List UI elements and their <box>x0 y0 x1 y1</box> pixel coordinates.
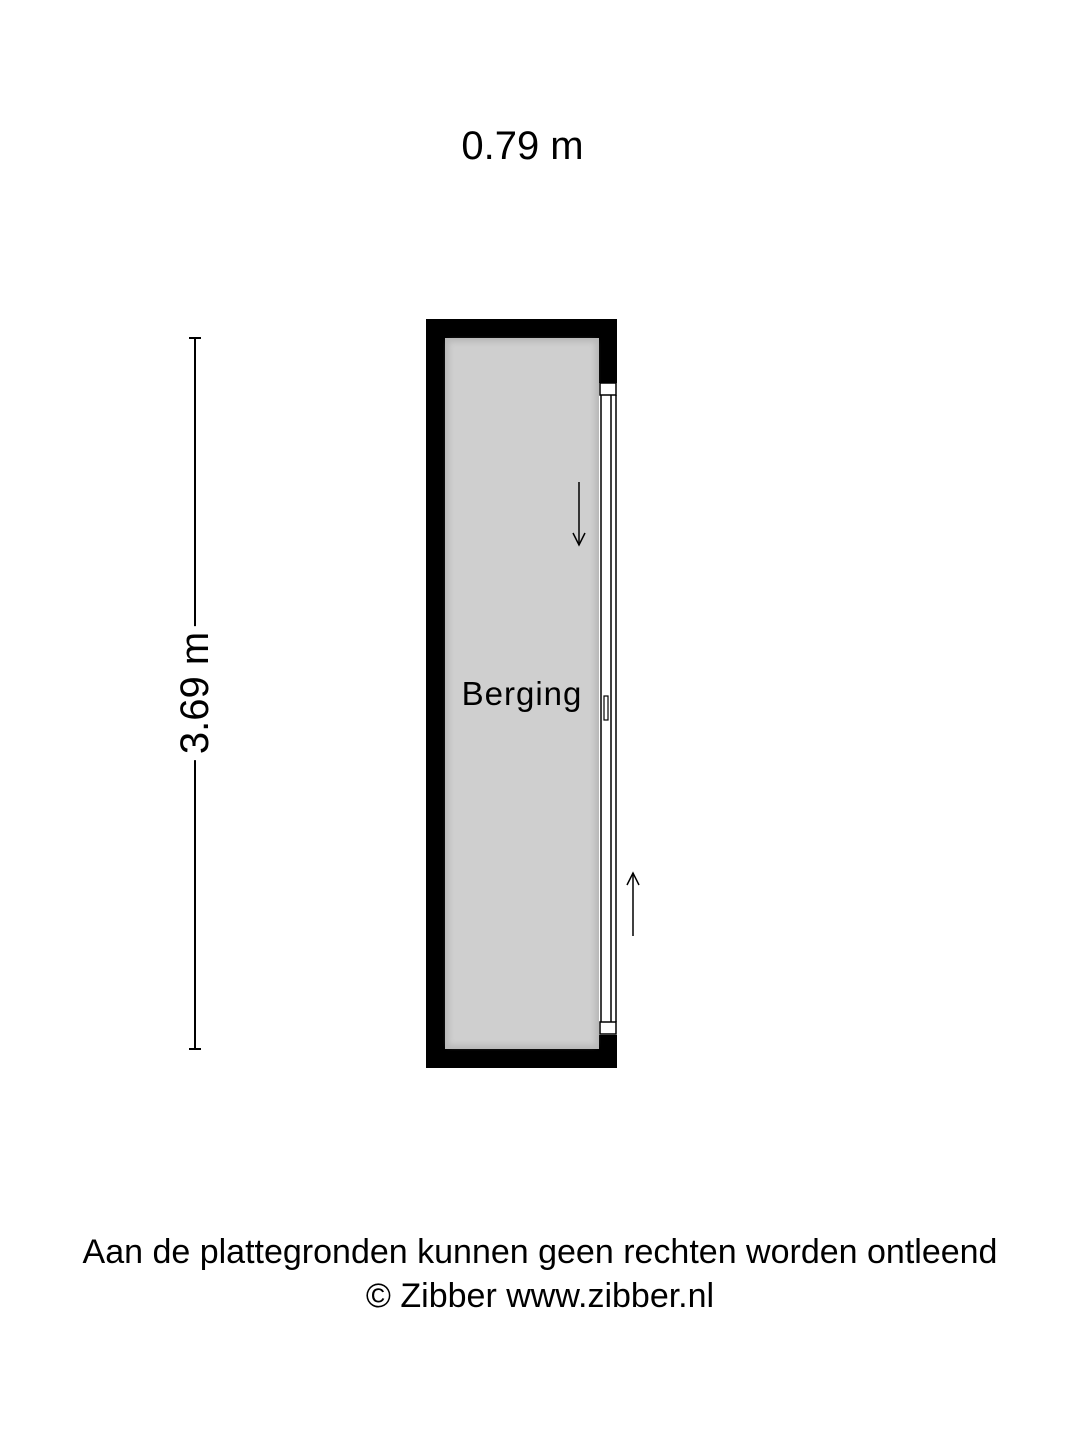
height-dimension-label: 3.69 m <box>171 626 219 760</box>
room-label: Berging <box>461 675 583 712</box>
arrow-up-icon <box>627 873 639 936</box>
copyright-text: © Zibber www.zibber.nl <box>365 1277 715 1315</box>
disclaimer-text: Aan de plattegronden kunnen geen rechten worden ontleend <box>82 1233 998 1271</box>
width-dimension-label: 0.79 m <box>461 124 584 168</box>
